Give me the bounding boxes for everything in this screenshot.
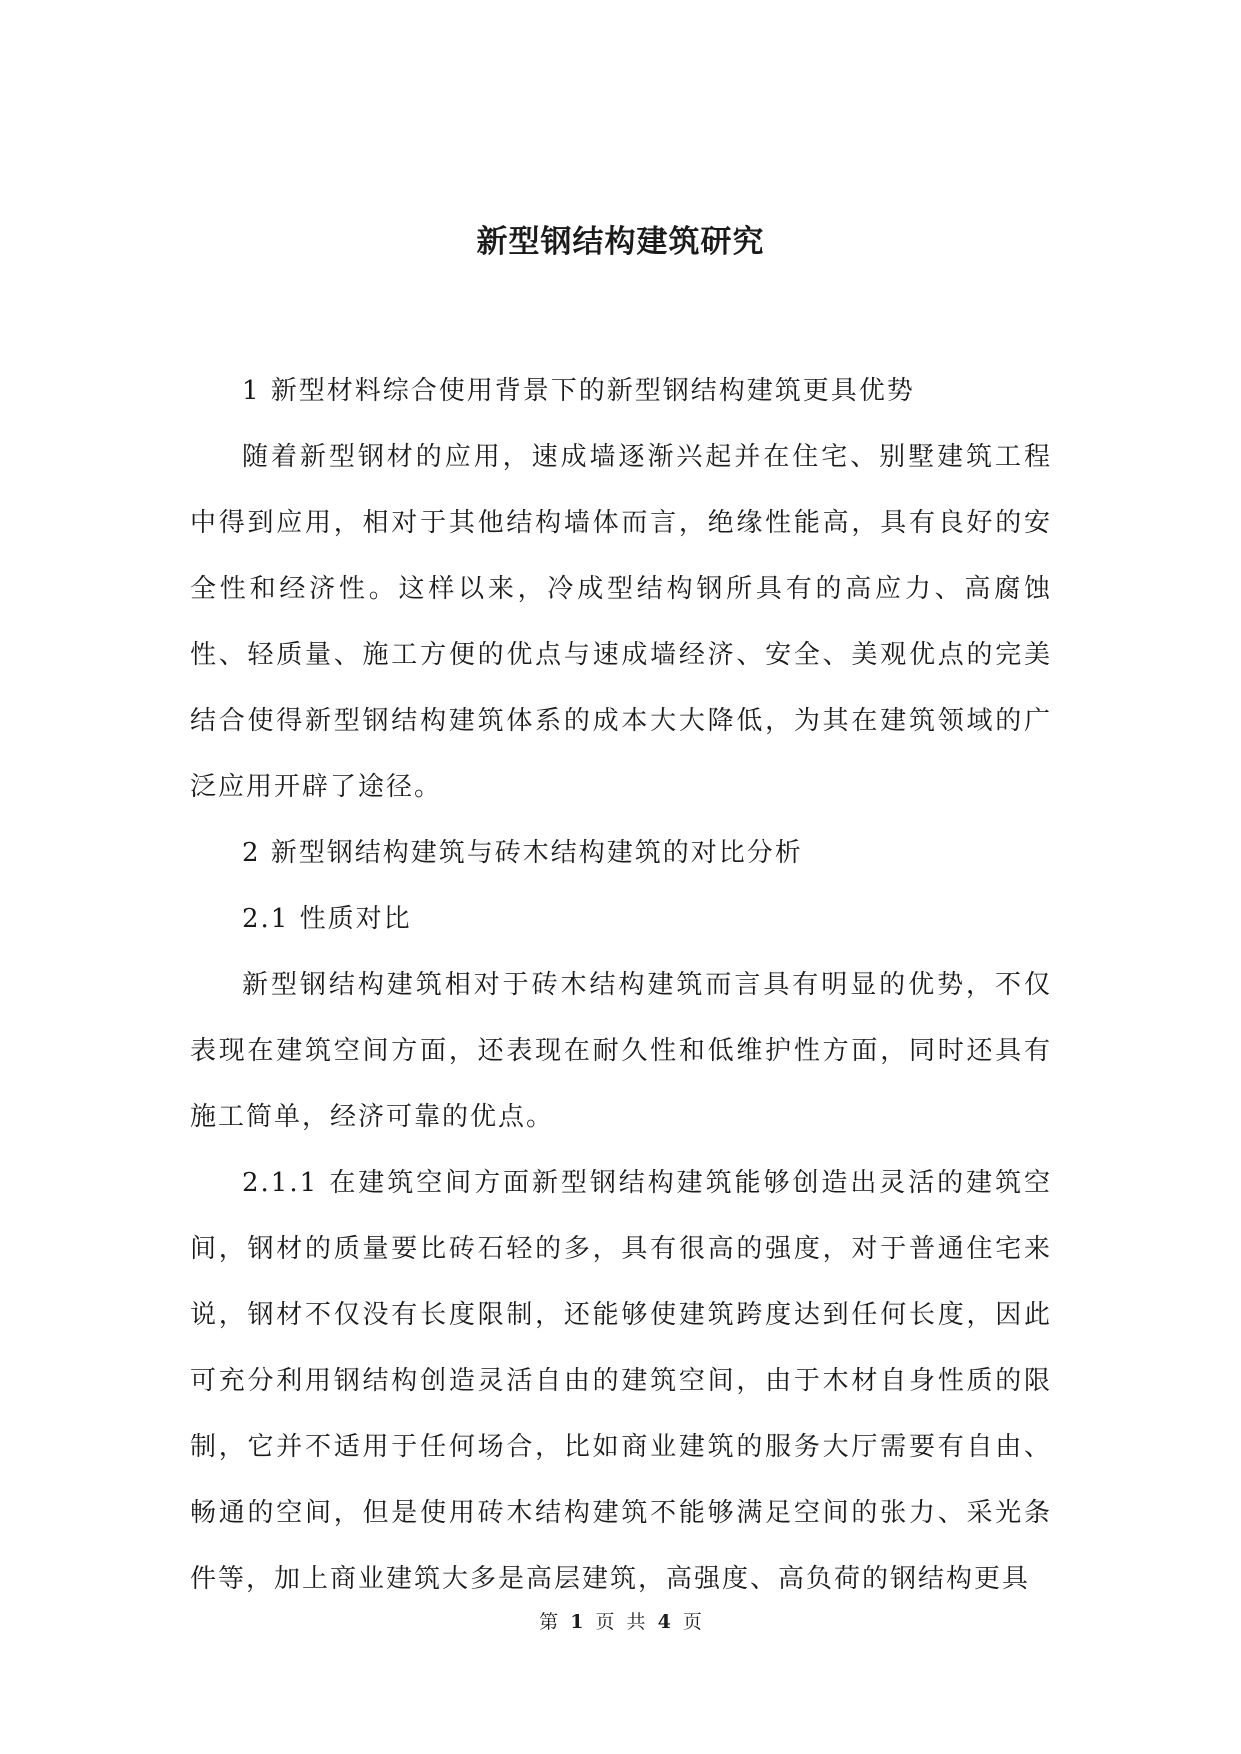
document-body <box>190 358 1052 1612</box>
page-footer <box>0 1610 1241 1634</box>
paragraph-1: 随着新型钢材的应用，速成墙逐渐兴起并在住宅、别墅建筑工程中得到应用，相对于其他结构墙体而言，绝缘性能高，具有良好的安全性和经济性。这样以来，冷成型结构钢所具有的高应力、高腐蚀性、轻质量、施工方便的优点与速成墙经济、安全、美观优点的完美结合使得新型钢结构建筑体系的成本大大降低，为其在建筑领域的广泛应用开辟了途径。 <box>190 442 1052 802</box>
section-heading-1: 1 新型材料综合使用背景下的新型钢结构建筑更具优势 <box>242 376 915 406</box>
footer-total-pages: 4 <box>657 1611 671 1633</box>
paragraph-2: 新型钢结构建筑相对于砖木结构建筑而言具有明显的优势，不仅表现在建筑空间方面，还表现在耐久性和低维护性方面，同时还具有施工简单，经济可靠的优点。 <box>190 970 1052 1132</box>
footer-suffix: 页 <box>682 1611 702 1633</box>
footer-middle: 页 共 <box>595 1611 646 1633</box>
section-heading-2: 2 新型钢结构建筑与砖木结构建筑的对比分析 <box>242 838 803 868</box>
paragraph-3: 2.1.1 在建筑空间方面新型钢结构建筑能够创造出灵活的建筑空间，钢材的质量要比砖石轻的多，具有很高的强度，对于普通住宅来说，钢材不仅没有长度限制，还能够使建筑跨度达到任何长度，因此可充分利用钢结构创造灵活自由的建筑空间，由于木材自身性质的限制，它并不适用于任何场合，比如商业建筑的服务大厅需要有自由、畅通的空间，但是使用砖木结构建筑不能够满足空间的张力、采光条件等，加上商业建筑大多是高层建筑，高强度、高负荷的钢结构更具 <box>190 1168 1052 1594</box>
document-title: 新型钢结构建筑研究 <box>476 224 765 260</box>
footer-page-number: 1 <box>570 1611 584 1633</box>
subsection-heading-2-1: 2.1 性质对比 <box>242 904 412 934</box>
footer-prefix: 第 <box>539 1611 559 1633</box>
